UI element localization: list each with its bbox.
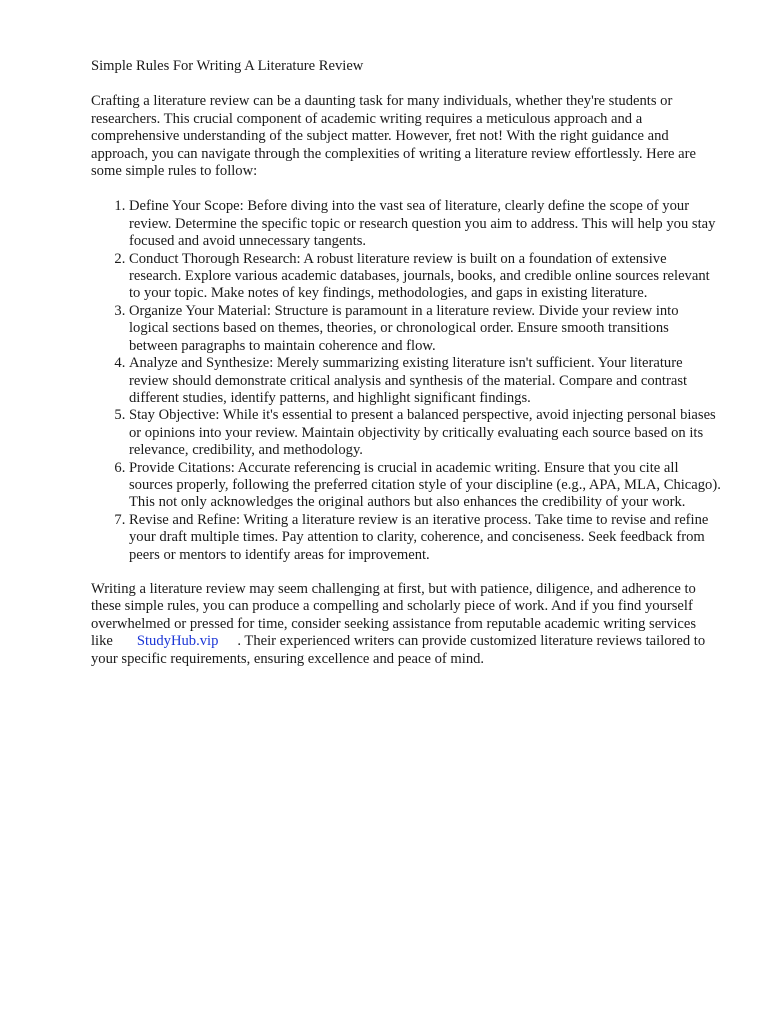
list-item: 2. Conduct Thorough Research: A robust literature review is built on a foundation of extensive research. Explore various academic databases, journals, books, and credible online sources relevant to your topic. Make notes of key findings, methodologies, and gaps in existing literature. xyxy=(129,251,721,303)
conclusion-text-after-link: . Their experienced writers can provide customized literature reviews tailored to your specific requirements, ensuring excellence and peace of mind. xyxy=(91,633,706,667)
document-page xyxy=(91,58,721,668)
list-item: 5. Stay Objective: While it's essential to present a balanced perspective, avoid injecting personal biases or opinions into your review. Maintain objectivity by critically evaluating each source based on its relevance, credibility, and methodology. xyxy=(129,407,721,459)
rules-list xyxy=(91,198,721,564)
list-item: 3. Organize Your Material: Structure is paramount in a literature review. Divide your review into logical sections based on themes, theories, or chronological order. Ensure smooth transitions between paragraphs to maintain coherence and flow. xyxy=(129,303,721,355)
list-item: 1. Define Your Scope: Before diving into the vast sea of literature, clearly define the scope of your review. Determine the specific topic or research question you aim to address. This will help you stay focused and avoid unnecessary tangents. xyxy=(129,198,721,250)
list-item: 7. Revise and Refine: Writing a literature review is an iterative process. Take time to revise and refine your draft multiple times. Pay attention to clarity, coherence, and conciseness. Seek feedback from peers or mentors to identify areas for improvement. xyxy=(129,512,721,564)
document-title: Simple Rules For Writing A Literature Review xyxy=(91,58,364,74)
studyhub-link[interactable]: StudyHub.vip xyxy=(136,633,219,650)
list-item: 4. Analyze and Synthesize: Merely summarizing existing literature isn't sufficient. Your literature review should demonstrate critical analysis and synthesis of the material. Compare and contrast different studies, identify patterns, and highlight significant findings. xyxy=(129,355,721,407)
conclusion-text-before-link: Writing a literature review may seem challenging at first, but with patience, diligence, and adherence to these simple rules, you can produce a compelling and scholarly piece of work. And if you find yourself overwhelmed or pressed for time, consider seeking assistance from reputable academic writing services like xyxy=(91,580,697,650)
list-item: 6. Provide Citations: Accurate referencing is crucial in academic writing. Ensure that you cite all sources properly, following the preferred citation style of your discipline (e.g., APA, MLA, Chicago). This not only acknowledges the original authors but also enhances the credibility of your work. xyxy=(129,460,721,512)
intro-paragraph: Crafting a literature review can be a daunting task for many individuals, whether they're students or researchers. This crucial component of academic writing requires a meticulous approach and a comprehensive understanding of the subject matter. However, fret not! With the right guidance and approach, you can navigate through the complexities of writing a literature review effortlessly. Here are some simple rules to follow: xyxy=(91,93,696,180)
conclusion-paragraph xyxy=(91,581,721,668)
